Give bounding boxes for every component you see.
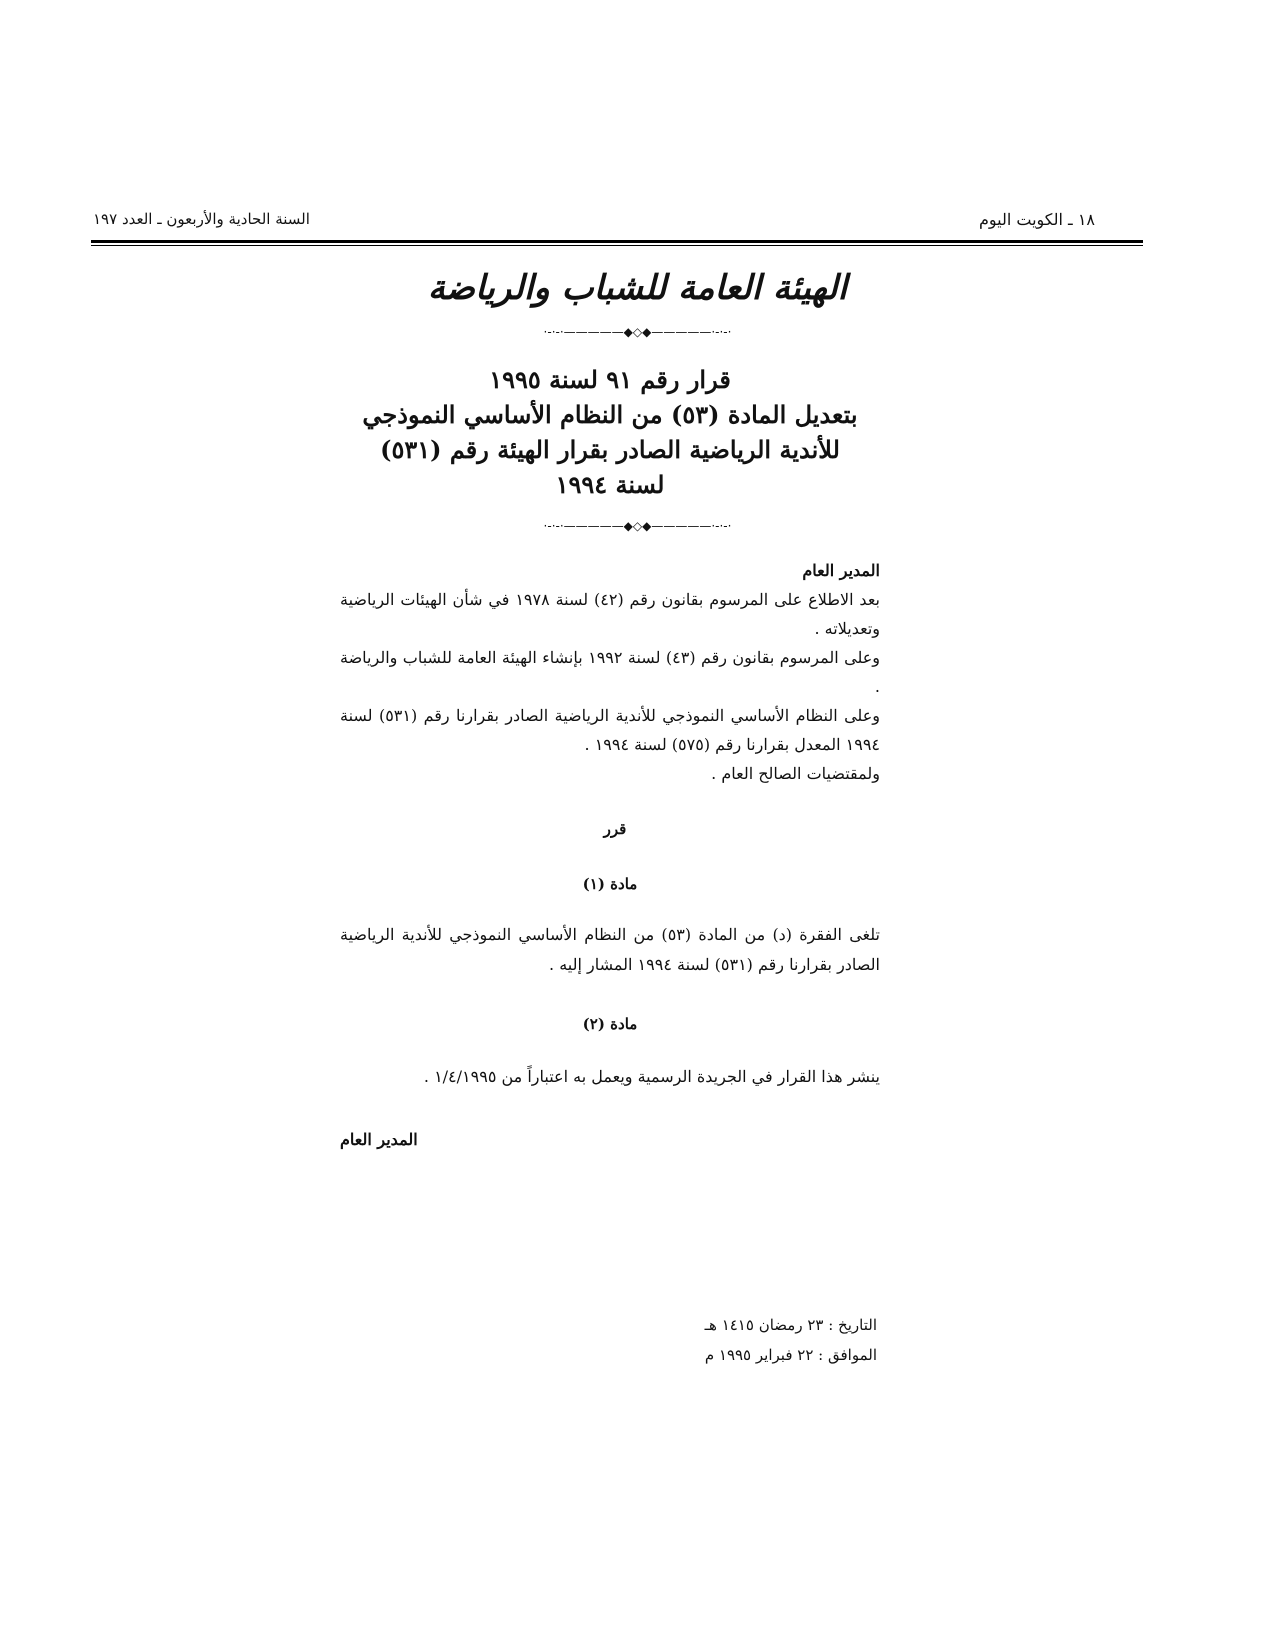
title-line-1: قرار رقم ٩١ لسنة ١٩٩٥ (489, 365, 731, 394)
gregorian-date: الموافق : ٢٢ فبراير ١٩٩٥ م (704, 1346, 877, 1364)
issue-info: السنة الحادية والأربعون ـ العدد ١٩٧ (93, 210, 310, 228)
decree-dates (705, 1310, 877, 1370)
article-1-label: مادة (١) (582, 875, 638, 893)
article-2-text (340, 1062, 880, 1092)
organization-name: الهيئة العامة للشباب والرياضة (427, 268, 848, 308)
signature-title: المدير العام (340, 1130, 418, 1149)
title-line-4: لسنة ١٩٩٤ (555, 470, 665, 499)
preamble-heading: المدير العام (802, 561, 880, 580)
article-1-text (340, 920, 880, 980)
preamble (340, 556, 880, 788)
decree-title (340, 362, 880, 502)
hijri-date: التاريخ : ٢٣ رمضان ١٤١٥ هـ (704, 1316, 877, 1334)
header-rule-thin (91, 245, 1143, 246)
header-rule-thick (91, 240, 1143, 243)
preamble-paragraph-2: وعلى المرسوم بقانون رقم (٤٣) لسنة ١٩٩٢ بإنشاء الهيئة العامة للشباب والرياضة . (340, 648, 881, 696)
article-2-label: مادة (٢) (582, 1015, 638, 1033)
title-line-3: للأندية الرياضية الصادر بقرار الهيئة رقم (٥٣١) (380, 435, 840, 464)
ornament-divider: ·-·-·—————◆◇◆—————·-·-· (543, 519, 732, 533)
ornament-divider: ·-·-·—————◆◇◆—————·-·-· (543, 325, 732, 339)
page-number-publication: ١٨ ـ الكويت اليوم (978, 210, 1095, 229)
title-line-2: بتعديل المادة (٥٣) من النظام الأساسي النموذجي (362, 400, 858, 429)
preamble-paragraph-4: ولمقتضيات الصالح العام . (711, 764, 880, 783)
article-1-body: تلغى الفقرة (د) من المادة (٥٣) من النظام الأساسي النموذجي للأندية الرياضية الصادر بقرارنا رقم (٥٣١) لسنة ١٩٩٤ المشار إليه . (340, 925, 880, 974)
preamble-paragraph-1: بعد الاطلاع على المرسوم بقانون رقم (٤٢) لسنة ١٩٧٨ في شأن الهيئات الرياضية وتعديلاته . (340, 590, 881, 638)
preamble-paragraph-3: وعلى النظام الأساسي النموذجي للأندية الرياضية الصادر بقرارنا رقم (٥٣١) لسنة ١٩٩٤ المعدل بقرارنا رقم (٥٧٥) لسنة ١٩٩٤ . (340, 706, 880, 754)
decided-heading: قرر (603, 820, 627, 838)
article-2-body: ينشر هذا القرار في الجريدة الرسمية ويعمل به اعتباراً من ١/٤/١٩٩٥ . (423, 1067, 880, 1086)
